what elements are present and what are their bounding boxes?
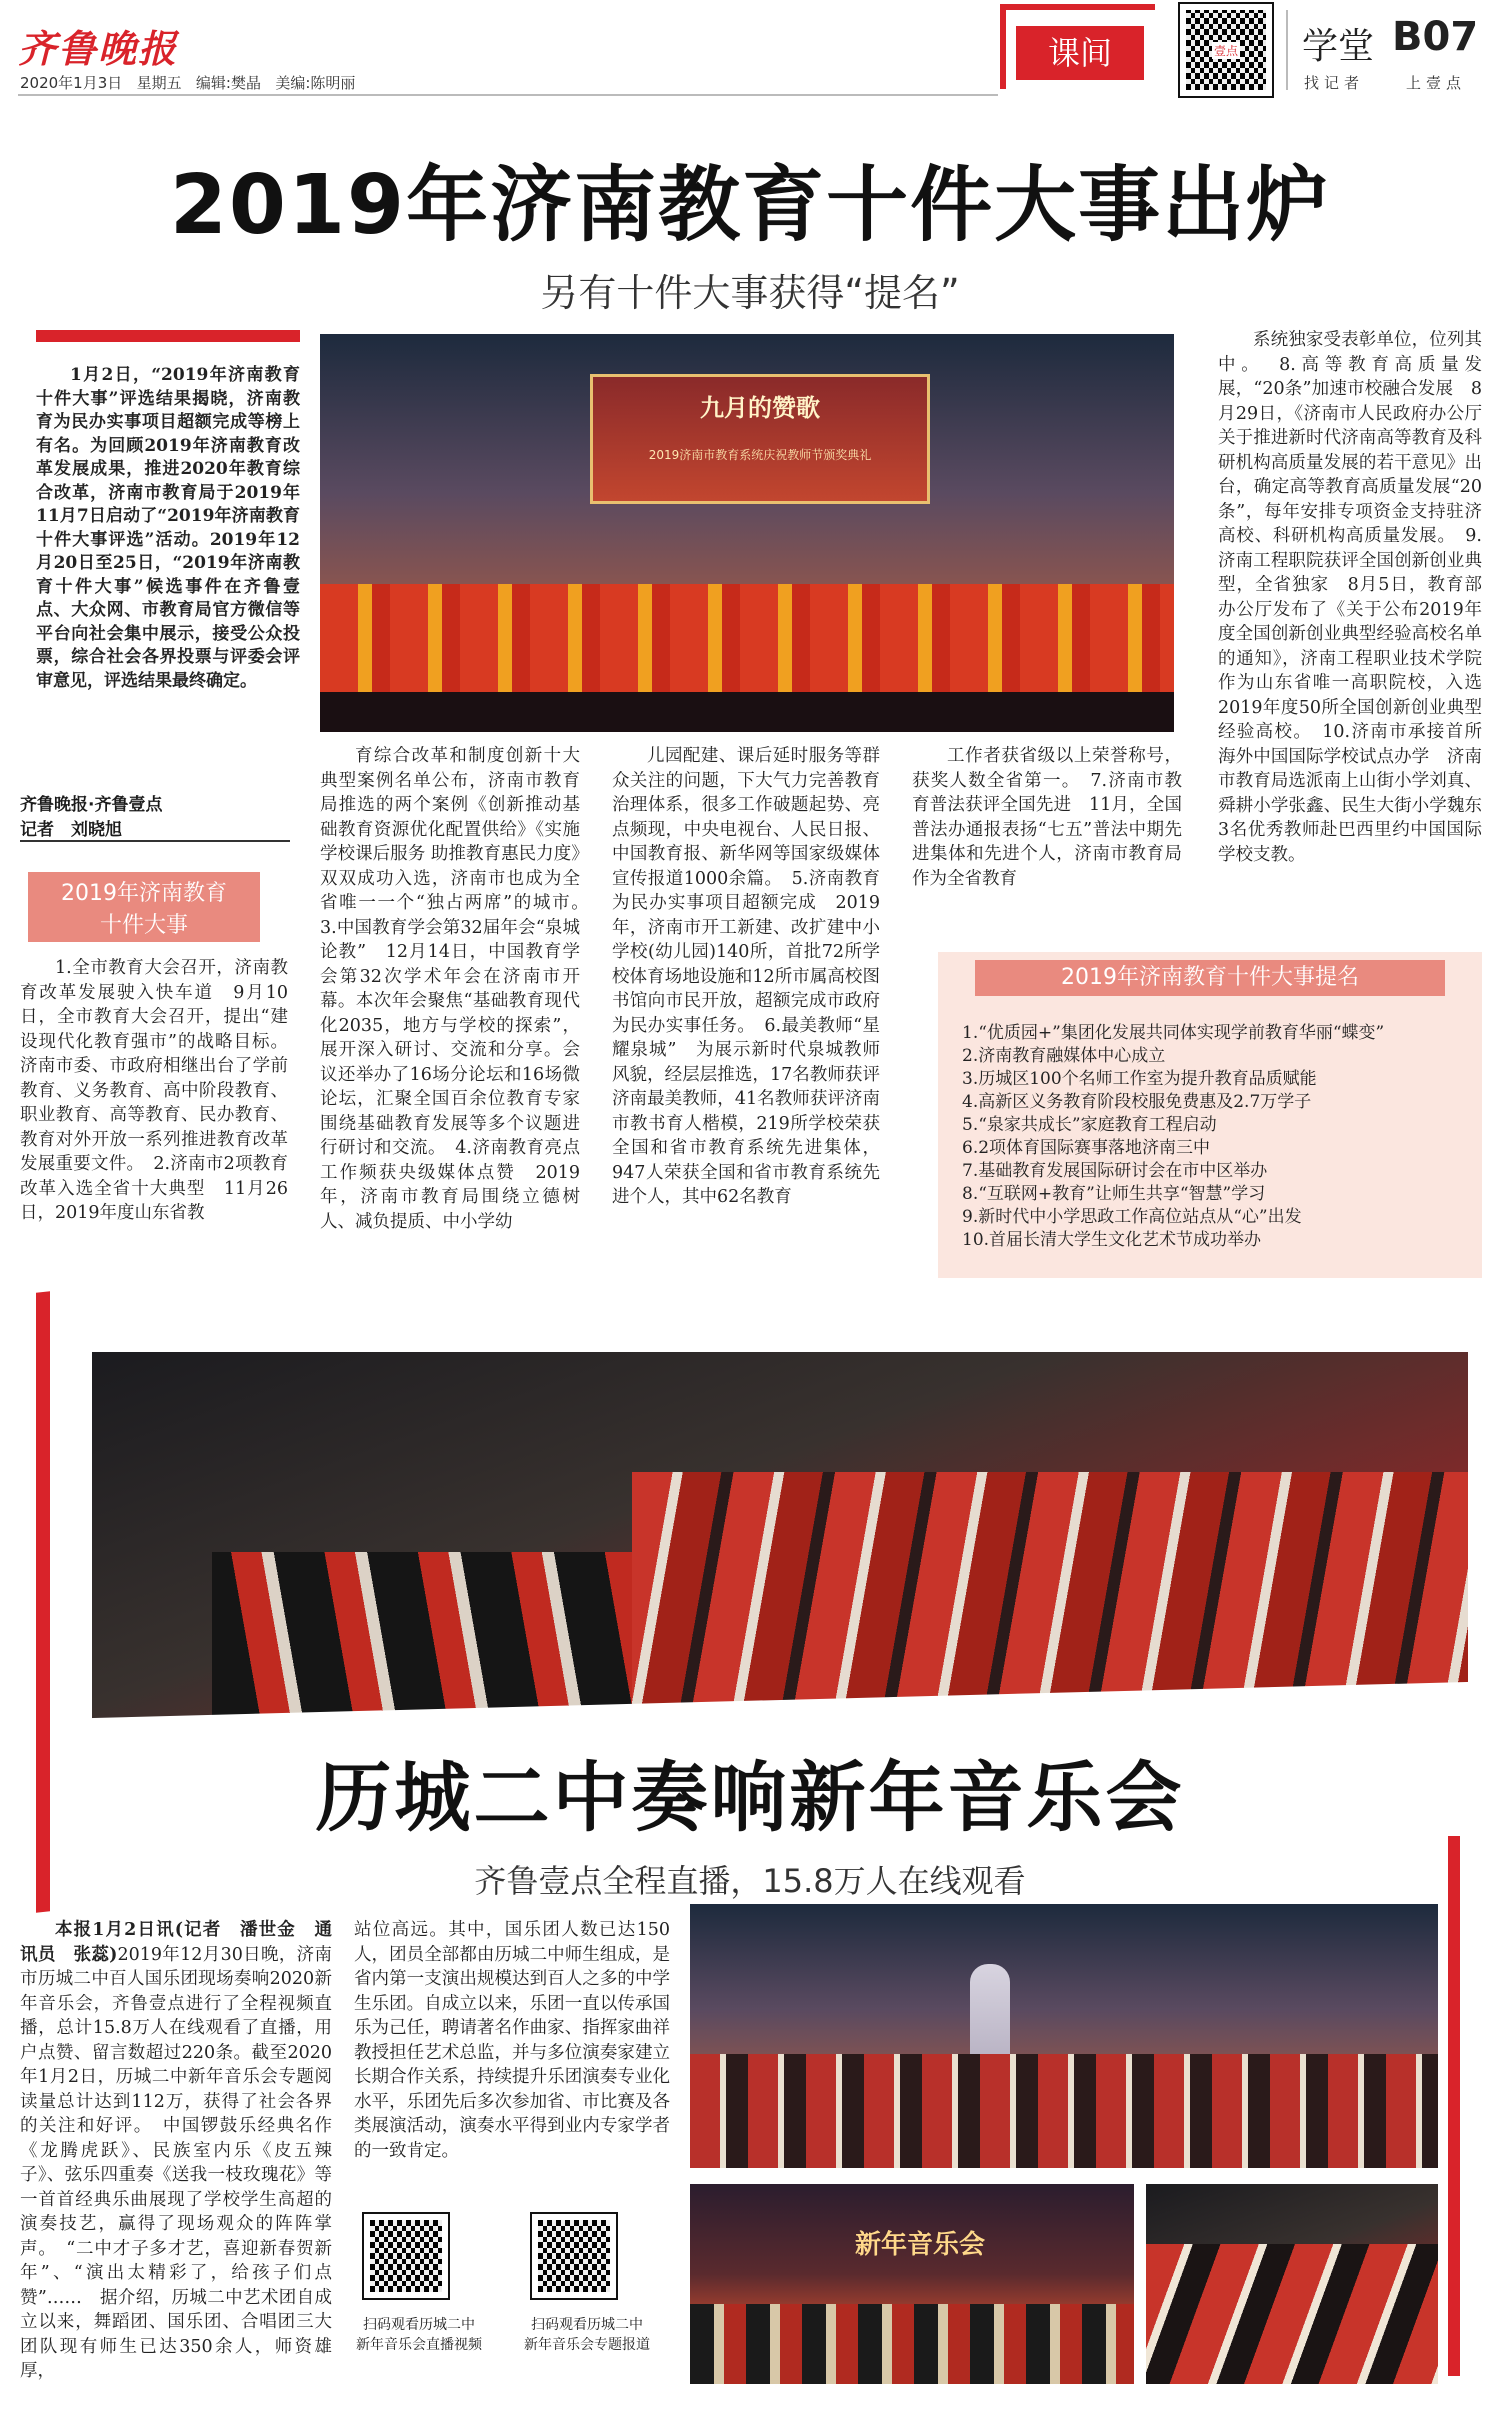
header-rule [18, 94, 998, 96]
column-tag: 课间 [1016, 26, 1144, 80]
concert-stage-photo [690, 1904, 1438, 2168]
erhu-players [1146, 2244, 1438, 2384]
concert-orchestra [690, 2054, 1438, 2168]
qr1-caption-1: 扫码观看历城二中 [363, 2317, 475, 2333]
story1-lead: 1月2日，“2019年济南教育十件大事”评选结果揭晓，济南教育为民办实事项目超额完成等榜上有名。为回顾2019年济南教育改革发展成果，推进2020年教育综合改革，济南市教育局于2019年11月7日启动了“2019年济南教育十件大事评选”活动。2019年12月20日至25日，“2019年济南教育十件大事”候选事件在齐鲁壹点、大众网、市教育局官方微信等平台向社会集中展示，接受公众投票，综合社会各界投票与评委会评审意见，评选结果最终确定。 [36, 365, 300, 691]
nominee-item: 4.高新区义务教育阶段校服免费惠及2.7万学子 [962, 1092, 1312, 1112]
nominee-item: 6.2项体育国际赛事落地济南三中 [962, 1138, 1211, 1158]
story1-column-3: 儿园配建、课后延时服务等群众关注的问题，下大气力完善教育治理体系，很多工作破题起势、亮点频现，中央电视台、人民日报、中国教育报、新华网等国家级媒体宣传报道1000余篇。 5.济南教育为民办实事项目超额完成 2019年，济南市开工新建、改扩建中小学校(幼儿园)140所，首批72所学校体育场地设施和12所市属高校图书馆向市民开放，超额完成市政府为民办实事任务。 6.最美教师“星耀泉城” 为展示新时代泉城教师风貌，经层层推选，17名教师获评济南最美教师，41名教师获评济南市教书育人楷模，219所学校荣获全国和省市教育系统先进集体，947人荣获全国和省市教育系统先进个人，其中62名教育 [612, 746, 880, 1207]
slogan-left: 找记者 [1304, 74, 1365, 92]
nominee-item: 1.“优质园+”集团化发展共同体实现学前教育华丽“蝶变” [962, 1023, 1385, 1043]
masthead-divider [1286, 10, 1288, 90]
concert-stage-photo-2 [690, 2184, 1134, 2384]
story2-dateline: 本报1月2日讯(记者 潘世金 通讯员 张蕊) [20, 1920, 332, 1965]
story2-body-1: 2019年12月30日晚，济南市历城二中百人国乐团现场奏响2020新年音乐会，齐鲁壹点进行了全程视频直播，总计15.8万人在线观看了直播，用户点赞、留言数超过220条。截至2020年1月2日，历城二中新年音乐会专题阅读量总计达到112万，获得了社会各界的关注和好评。 中国锣鼓乐经典名作《龙腾虎跃》、民族室内乐《皮五辣子》、弦乐四重奏《送我一枝玫瑰花》等一首首经典乐曲展现了学校学生高超的演奏技艺，赢得了现场观众的阵阵掌声。 “二中才子多才艺，喜迎新春贺新年”、“演出太精彩了，给孩子们点赞”…… 据介绍，历城二中艺术团自成立以来，舞蹈团、国乐团、合唱团三大团队现有师生已达350余人，师资雄厚， [20, 1944, 332, 2381]
nominee-item: 8.“互联网+教育”让师生共享“智慧”学习 [962, 1184, 1266, 1204]
masthead [0, 0, 1500, 100]
concert-erhu-photo [1146, 2184, 1438, 2384]
story1-byline-source: 齐鲁晚报·齐鲁壹点 [20, 795, 163, 815]
story2-column-2: 站位高远。其中，国乐团人数已达150人，团员全部都由历城二中师生组成，是省内第一支演出规模达到百人之多的中学生乐团。自成立以来，乐团一直以传承国乐为己任，聘请著名作曲家、指挥家曲祥教授担任艺术总监，并与多位演奏家建立长期合作关系，持续提升乐团演奏专业化水平，乐团先后多次参加省、市比赛及各类展演活动，演奏水平得到业内专家学者的一致肯定。 [354, 1920, 670, 2161]
story1-column-1: 1.全市教育大会召开，济南教育改革发展驶入快车道 9月10日，全市教育大会召开，提出“建设现代化教育强市”的战略目标。济南市委、市政府相继出台了学前教育、义务教育、高中阶段教育、职业教育、高等教育、民办教育、教育对外开放一系列推进教育改革发展重要文件。 2.济南市2项教育改革入选全省十大典型 11月26日，2019年度山东省教 [20, 958, 288, 1223]
editor-name: 樊晶 [230, 74, 261, 92]
stage-floor [320, 692, 1174, 732]
nominee-item: 3.历城区100个名师工作室为提升教育品质赋能 [962, 1069, 1317, 1089]
page-number: B07 [1392, 14, 1479, 60]
qr-caption: 壹点 [1214, 44, 1239, 58]
story1-column-5: 系统独家受表彰单位，位列其中。 8.高等教育高质量发展，“20条”加速市校融合发展 8月29日，《济南市人民政府办公厅关于推进新时代济南高等教育及科研机构高质量发展的若干意见》出台，确定高等教育高质量发展“20条”，每年安排专项资金支持驻济高校、科研机构高质量发展。 9.济南工程职院获评全国创新创业典型，全省独家 8月5日，教育部办公厅发布了《关于公布2019年度全国创新创业典型经验高校名单的通知》，济南工程职业技术学院作为山东省唯一高职院校，入选2019年度50所全国创新创业典型经验高校。 10.济南市承接首所海外中国国际学校试点办学 济南市教育局选派南上山街小学刘真、舜耕小学张鑫、民生大街小学魏东3名优秀教师赴巴西里约中国国际学校支教。 [1218, 330, 1482, 865]
ceremony-photo [320, 334, 1174, 732]
story2-headline: 历城二中奏响新年音乐会 [315, 1753, 1185, 1842]
newspaper-logo: 齐鲁晚报 [18, 26, 179, 71]
issue-weekday: 星期五 [136, 74, 182, 92]
story2-frame-right [1448, 1836, 1460, 2376]
issue-info: 2020年1月3日 星期五 编辑:樊晶 美编:陈明丽 [20, 74, 356, 92]
story1-subhead: 另有十件大事获得“提名” [540, 271, 960, 315]
designer-label: 美编 [275, 74, 306, 92]
qr2-caption-2: 新年音乐会专题报道 [524, 2337, 650, 2353]
small-photo-banner: 新年音乐会 [854, 2230, 985, 2260]
story1-column-2: 育综合改革和制度创新十大典型案例名单公布，济南市教育局推选的两个案例《创新推动基础教育资源优化配置供给》《实施学校课后服务 助推教育惠民力度》双双成功入选，济南市也成为全省唯一一个“独占两席”的城市。 3.中国教育学会第32届年会“泉城论教” 12月14日，中国教育学会第32次学术年会在济南市开幕。本次年会聚焦“基础教育现代化2035，地方与学校的探索”，展开深入研讨、交流和分享。会议还举办了16场分论坛和16场微论坛，汇聚全国百余位教育专家围绕基础教育发展等多个议题进行研讨和交流。 4.济南教育亮点工作频获央级媒体点赞 2019年，济南市教育局围绕立德树人、减负提质、中小学幼 [320, 746, 598, 1232]
live-video-qr-code[interactable] [364, 2214, 448, 2298]
nominee-item: 10.首届长清大学生文化艺术节成功举办 [962, 1230, 1262, 1250]
story1-headline: 2019年济南教育十件大事出炉 [169, 158, 1331, 253]
designer-name: 陈明丽 [310, 74, 356, 92]
nominee-item: 2.济南教育融媒体中心成立 [962, 1046, 1166, 1066]
orchestra-photo [92, 1352, 1468, 1732]
ten-events-title-1: 2019年济南教育 [61, 881, 227, 906]
performers-row [320, 584, 1174, 694]
slogan-right: 上壹点 [1406, 74, 1467, 92]
issue-date: 2020年1月3日 [20, 74, 123, 92]
editor-label: 编辑 [195, 74, 226, 92]
nominee-item: 7.基础教育发展国际研讨会在市中区举办 [962, 1161, 1268, 1181]
story2-subhead: 齐鲁壹点全程直播，15.8万人在线观看 [474, 1862, 1026, 1900]
story1-column-4: 工作者获省级以上荣誉称号，获奖人数全省第一。 7.济南市教育普法获评全国先进 11月，全国普法办通报表扬“七五”普法中期先进集体和先进个人，济南市教育局作为全省教育 [912, 746, 1182, 889]
lead-accent-bar [36, 330, 300, 342]
story2-column-1 [20, 1918, 332, 2408]
nominee-item: 9.新时代中小学思政工作高位站点从“心”出发 [962, 1207, 1302, 1227]
special-report-qr-code[interactable] [532, 2214, 616, 2298]
photo-banner-text: 九月的赞歌 [700, 394, 820, 422]
nominee-list [962, 1022, 1474, 1252]
photo-banner-subtext: 2019济南市教育系统庆祝教师节颁奖典礼 [648, 448, 872, 462]
concert-hosts-row [690, 2304, 1134, 2384]
section-name: 学堂 [1302, 26, 1375, 67]
qr2-caption-1: 扫码观看历城二中 [531, 2317, 643, 2333]
nominee-box-title: 2019年济南教育十件大事提名 [975, 960, 1445, 996]
qr1-caption-2: 新年音乐会直播视频 [356, 2337, 482, 2353]
story1-byline-reporter: 记者 刘晓旭 [20, 815, 290, 842]
nominee-item: 5.“泉家共成长”家庭教育工程启动 [962, 1115, 1217, 1135]
ten-events-title-2: 十件大事 [99, 913, 188, 938]
